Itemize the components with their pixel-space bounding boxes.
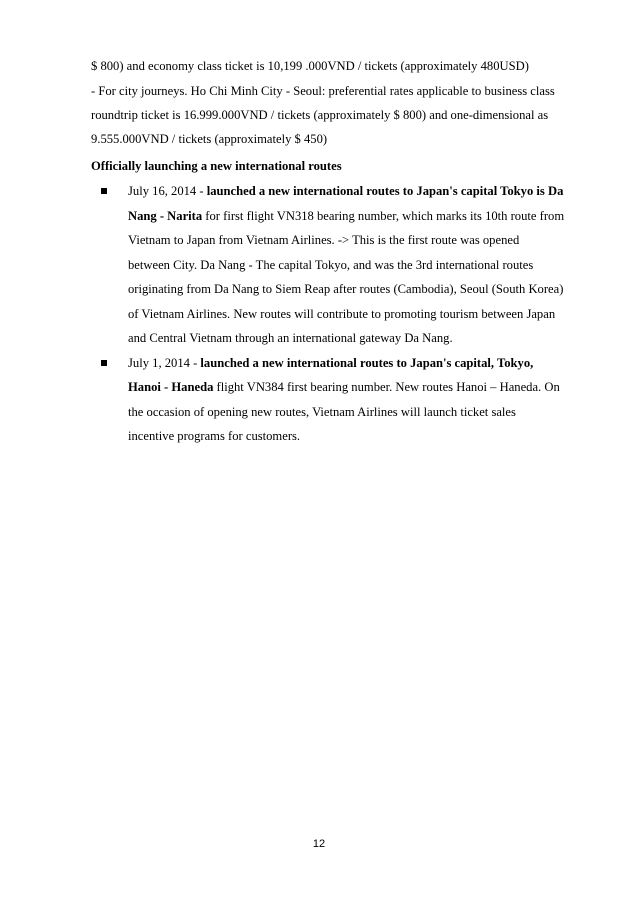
intro-line: 9.555.000VND / tickets (approximately $ 450) bbox=[91, 132, 328, 146]
bullet-line: incentive programs for customers. bbox=[128, 429, 301, 443]
bullet-headline: launched a new international routes to Japan's capital Tokyo is Da bbox=[206, 184, 564, 198]
bullet-line: the occasion of opening new routes, Vietnam Airlines will launch ticket sales bbox=[128, 405, 516, 419]
page-number: 12 bbox=[312, 838, 326, 850]
intro-line: $ 800) and economy class ticket is 10,199 .000VND / tickets (approximately 480USD) bbox=[91, 59, 529, 73]
bullet-line bbox=[128, 183, 563, 199]
bullet-line bbox=[128, 379, 560, 395]
section-heading: Officially launching a new international routes bbox=[91, 159, 342, 173]
bullet-line: of Vietnam Airlines. New routes will contribute to promoting tourism between Japan bbox=[128, 307, 556, 321]
bullet-line bbox=[128, 355, 533, 371]
intro-line: - For city journeys. Ho Chi Minh City - Seoul: preferential rates applicable to business class bbox=[91, 84, 555, 98]
bullet-line: originating from Da Nang to Siem Reap after routes (Cambodia), Seoul (South Korea) bbox=[128, 282, 564, 296]
bullet-date: July 1, 2014 - bbox=[128, 356, 201, 370]
route-name: Hanoi - Haneda bbox=[128, 380, 214, 394]
bullet-headline: launched a new international routes to Japan's capital, Tokyo, bbox=[200, 356, 534, 370]
square-bullet-icon bbox=[101, 188, 107, 194]
bullet-line: and Central Vietnam through an international gateway Da Nang. bbox=[128, 331, 453, 345]
intro-line: roundtrip ticket is 16.999.000VND / tickets (approximately $ 800) and one-dimensional as bbox=[91, 108, 549, 122]
bullet-text: for first flight VN318 bearing number, which marks its 10th route from bbox=[202, 209, 565, 223]
bullet-date: July 16, 2014 - bbox=[128, 184, 207, 198]
route-name: Nang - Narita bbox=[128, 209, 203, 223]
bullet-line bbox=[128, 208, 564, 224]
bullet-line: between City. Da Nang - The capital Tokyo, and was the 3rd international routes bbox=[128, 258, 534, 272]
square-bullet-icon bbox=[101, 360, 107, 366]
bullet-line: Vietnam to Japan from Vietnam Airlines. -> This is the first route was opened bbox=[128, 233, 520, 247]
bullet-text: flight VN384 first bearing number. New routes Hanoi – Haneda. On bbox=[213, 380, 560, 394]
